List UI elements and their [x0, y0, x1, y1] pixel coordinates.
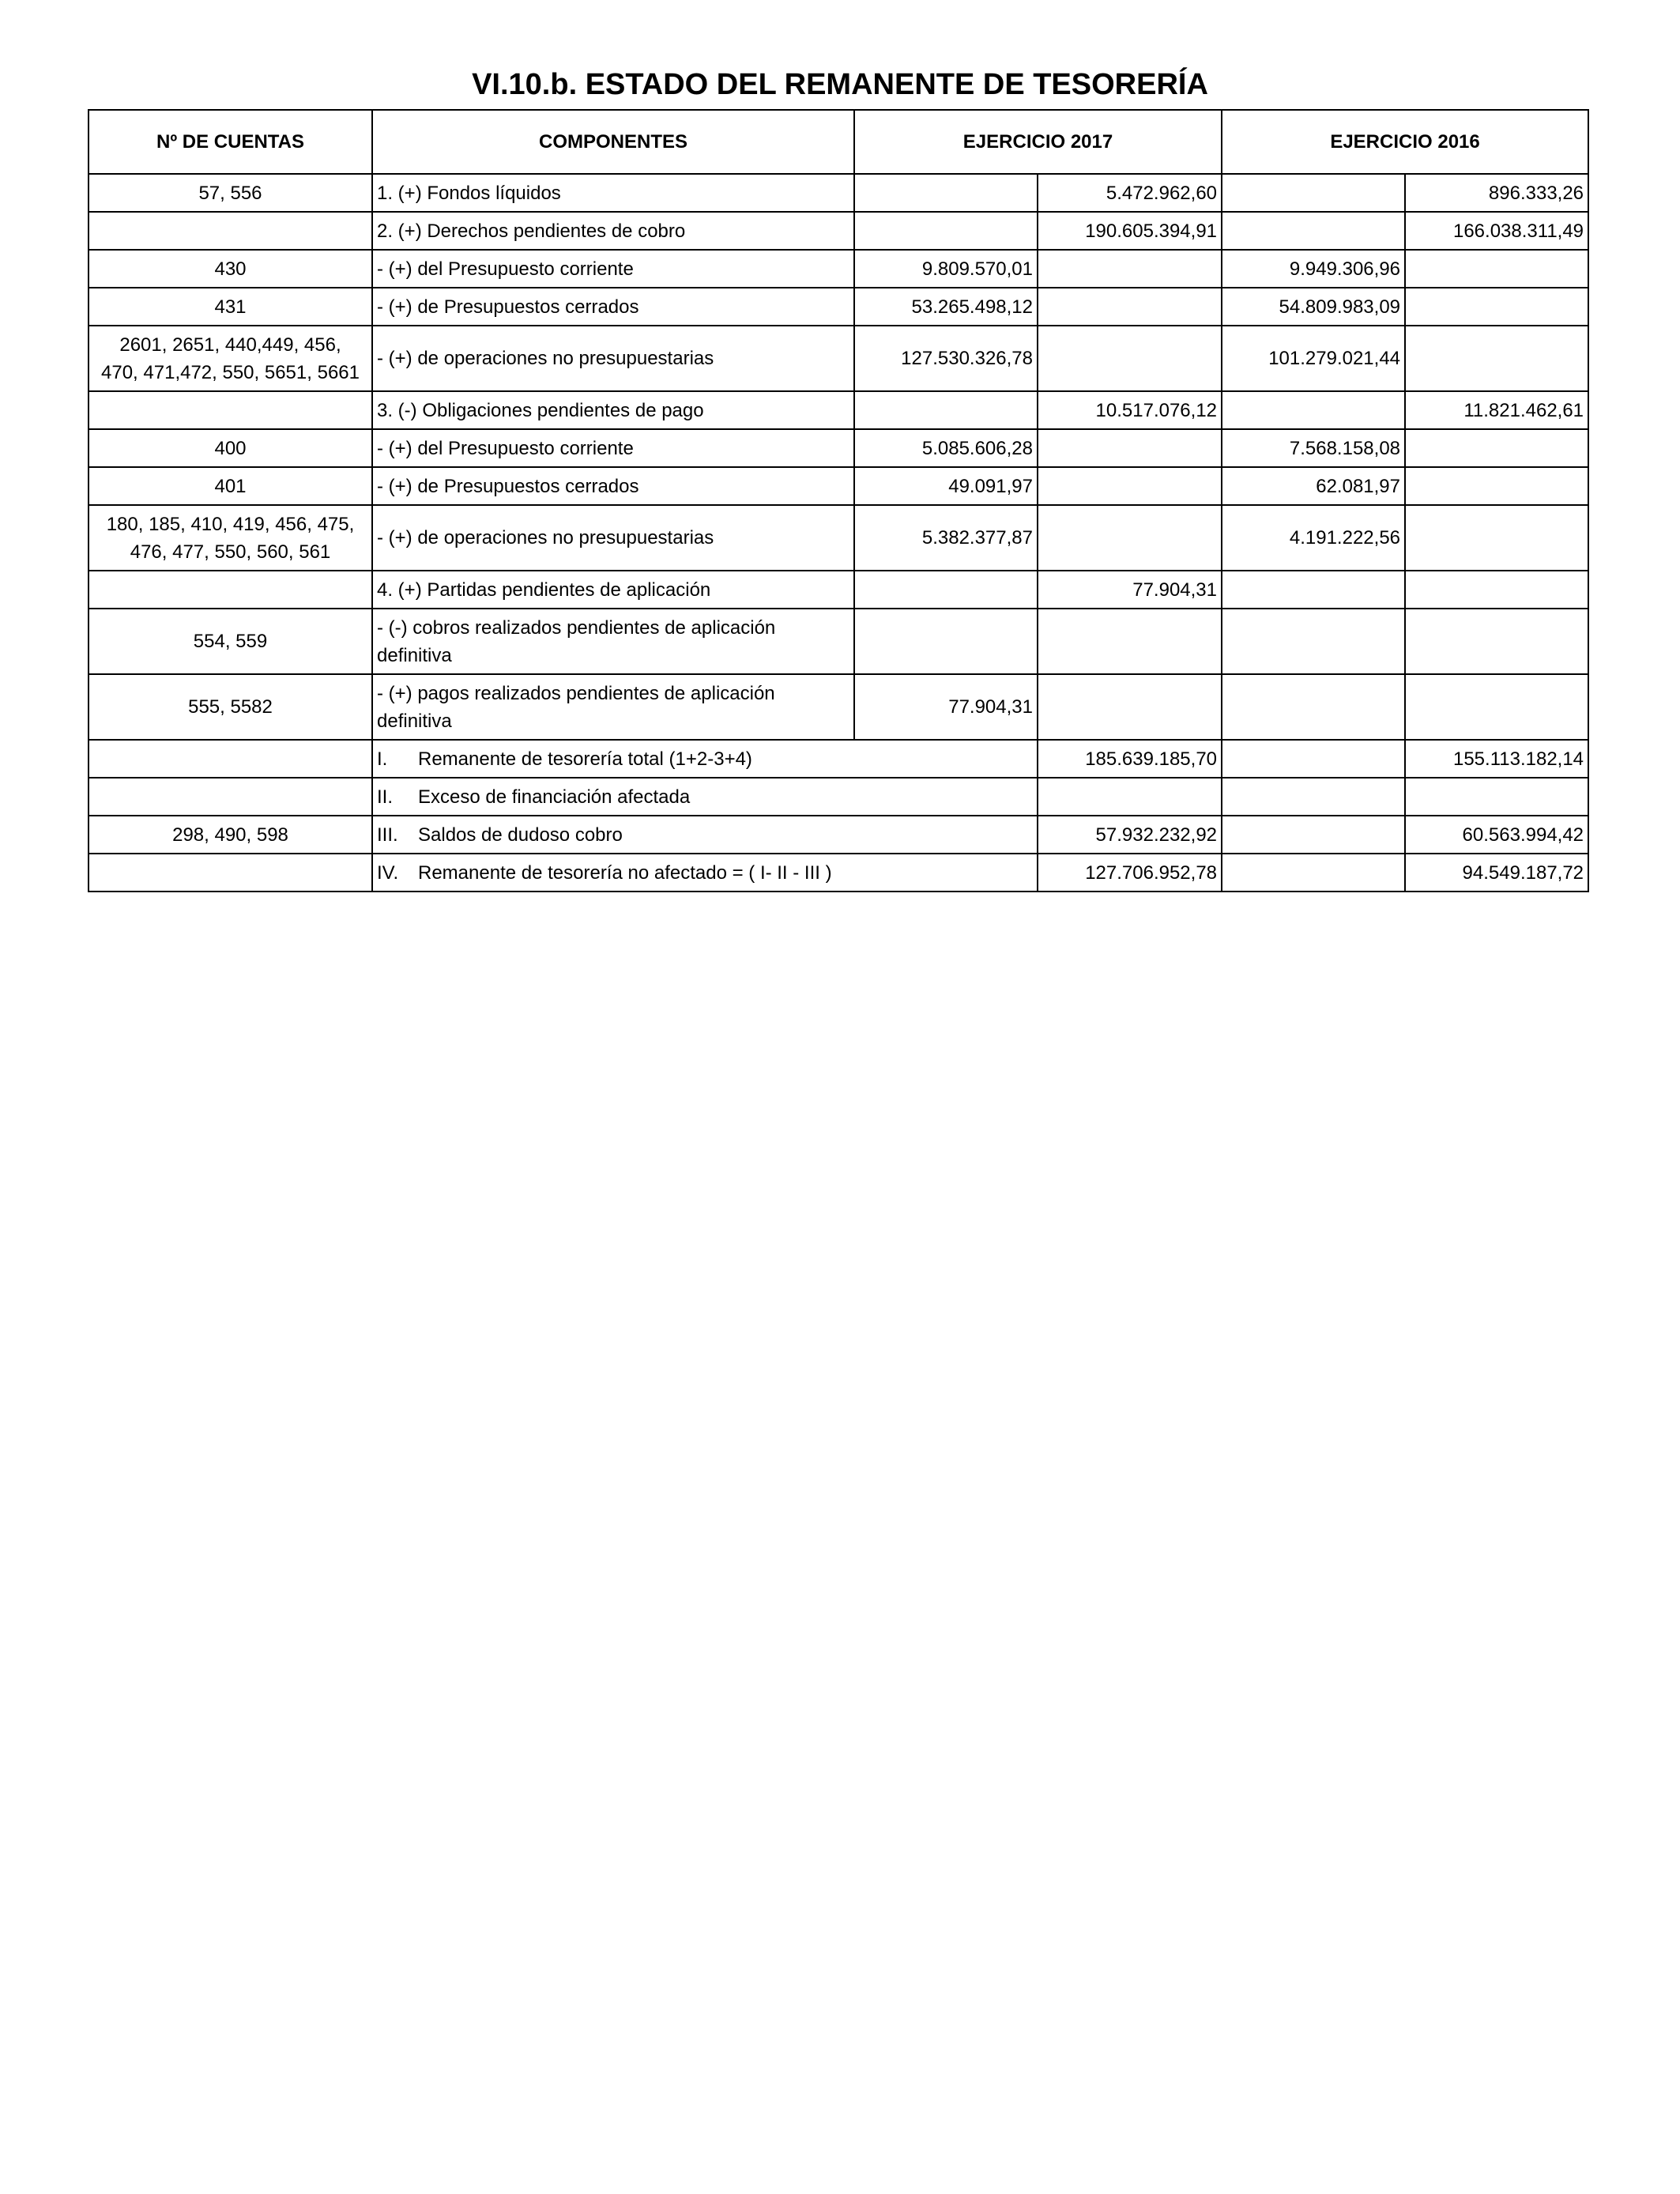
detail-2016-cell [1222, 212, 1405, 250]
detail-2016-cell: 7.568.158,08 [1222, 429, 1405, 467]
total-2017-cell: 190.605.394,91 [1038, 212, 1222, 250]
detail-2016-cell [1222, 571, 1405, 609]
component-cell: - (+) de operaciones no presupuestarias [372, 326, 854, 391]
table-row [89, 288, 1588, 326]
total-2016-cell [1405, 778, 1588, 816]
account-cell: 298, 490, 598 [89, 816, 372, 854]
detail-2017-cell [854, 174, 1038, 212]
component-line: - (-) cobros realizados pendientes de aplicación [377, 616, 776, 639]
summary-row [89, 854, 1588, 892]
account-line: 470, 471,472, 550, 5651, 5661 [101, 361, 360, 383]
total-2017-cell [1038, 288, 1222, 326]
header-year-2016: EJERCICIO 2016 [1222, 110, 1588, 174]
account-cell [89, 571, 372, 609]
account-cell [89, 740, 372, 778]
total-2016-cell: 94.549.187,72 [1405, 854, 1588, 892]
total-2016-cell [1405, 505, 1588, 571]
table-row [89, 391, 1588, 429]
detail-2017-cell [854, 571, 1038, 609]
table-row [89, 571, 1588, 609]
detail-2016-cell [1222, 816, 1405, 854]
account-cell [89, 212, 372, 250]
component-cell: 2. (+) Derechos pendientes de cobro [372, 212, 854, 250]
total-2016-cell: 166.038.311,49 [1405, 212, 1588, 250]
detail-2017-cell: 127.530.326,78 [854, 326, 1038, 391]
summary-row [89, 740, 1588, 778]
summary-label: Exceso de financiación afectada [418, 786, 691, 808]
summary-label-cell [372, 854, 1038, 892]
component-cell: 4. (+) Partidas pendientes de aplicación [372, 571, 854, 609]
table-row [89, 674, 1588, 740]
detail-2016-cell [1222, 778, 1405, 816]
component-cell: - (+) del Presupuesto corriente [372, 250, 854, 288]
summary-label: Remanente de tesorería no afectado = ( I- II - III ) [418, 861, 832, 884]
total-2017-cell [1038, 609, 1222, 674]
total-2017-cell: 185.639.185,70 [1038, 740, 1222, 778]
detail-2017-cell [854, 212, 1038, 250]
component-cell: - (+) de operaciones no presupuestarias [372, 505, 854, 571]
account-cell: 400 [89, 429, 372, 467]
header-accounts: Nº DE CUENTAS [89, 110, 372, 174]
total-2016-cell [1405, 467, 1588, 505]
total-2017-cell: 5.472.962,60 [1038, 174, 1222, 212]
summary-label: Saldos de dudoso cobro [418, 824, 623, 846]
summary-numeral: IV. [377, 861, 399, 884]
account-cell [89, 391, 372, 429]
account-cell: 57, 556 [89, 174, 372, 212]
total-2017-cell: 10.517.076,12 [1038, 391, 1222, 429]
total-2016-cell [1405, 609, 1588, 674]
component-line: - (+) pagos realizados pendientes de aplicación [377, 682, 775, 704]
account-cell [89, 326, 372, 391]
summary-row [89, 816, 1588, 854]
detail-2017-cell: 9.809.570,01 [854, 250, 1038, 288]
summary-label-cell [372, 778, 1038, 816]
detail-2017-cell: 77.904,31 [854, 674, 1038, 740]
component-line: definitiva [377, 710, 452, 732]
total-2016-cell: 896.333,26 [1405, 174, 1588, 212]
total-2016-cell: 60.563.994,42 [1405, 816, 1588, 854]
total-2017-cell [1038, 778, 1222, 816]
component-cell: 1. (+) Fondos líquidos [372, 174, 854, 212]
treasury-remainder-table [88, 109, 1589, 892]
component-cell: - (+) del Presupuesto corriente [372, 429, 854, 467]
component-cell: 3. (-) Obligaciones pendientes de pago [372, 391, 854, 429]
summary-label-cell [372, 740, 1038, 778]
detail-2017-cell [854, 391, 1038, 429]
account-cell [89, 854, 372, 892]
total-2016-cell [1405, 674, 1588, 740]
component-cell [372, 674, 854, 740]
table-row [89, 212, 1588, 250]
detail-2016-cell [1222, 609, 1405, 674]
table-row [89, 326, 1588, 391]
account-cell: 401 [89, 467, 372, 505]
summary-numeral: I. [377, 748, 388, 770]
detail-2017-cell: 5.085.606,28 [854, 429, 1038, 467]
total-2016-cell [1405, 429, 1588, 467]
detail-2016-cell [1222, 674, 1405, 740]
summary-label-cell [372, 816, 1038, 854]
table-row [89, 505, 1588, 571]
total-2016-cell: 11.821.462,61 [1405, 391, 1588, 429]
account-cell: 430 [89, 250, 372, 288]
total-2016-cell [1405, 288, 1588, 326]
table-row [89, 174, 1588, 212]
detail-2016-cell: 62.081,97 [1222, 467, 1405, 505]
detail-2017-cell [854, 609, 1038, 674]
total-2016-cell [1405, 571, 1588, 609]
total-2017-cell [1038, 429, 1222, 467]
header-year-2017: EJERCICIO 2017 [854, 110, 1222, 174]
detail-2017-cell: 5.382.377,87 [854, 505, 1038, 571]
total-2017-cell [1038, 674, 1222, 740]
header-components: COMPONENTES [372, 110, 854, 174]
table-row [89, 467, 1588, 505]
account-cell: 554, 559 [89, 609, 372, 674]
detail-2017-cell: 53.265.498,12 [854, 288, 1038, 326]
detail-2016-cell: 4.191.222,56 [1222, 505, 1405, 571]
detail-2017-cell: 49.091,97 [854, 467, 1038, 505]
summary-row [89, 778, 1588, 816]
detail-2016-cell [1222, 174, 1405, 212]
total-2017-cell: 127.706.952,78 [1038, 854, 1222, 892]
account-cell [89, 505, 372, 571]
detail-2016-cell: 9.949.306,96 [1222, 250, 1405, 288]
component-cell: - (+) de Presupuestos cerrados [372, 467, 854, 505]
summary-label: Remanente de tesorería total (1+2-3+4) [418, 748, 752, 770]
detail-2016-cell [1222, 740, 1405, 778]
account-cell: 431 [89, 288, 372, 326]
total-2017-cell [1038, 467, 1222, 505]
account-line: 2601, 2651, 440,449, 456, [119, 334, 341, 356]
account-line: 180, 185, 410, 419, 456, 475, [106, 513, 355, 535]
component-cell: - (+) de Presupuestos cerrados [372, 288, 854, 326]
total-2017-cell [1038, 326, 1222, 391]
component-cell [372, 609, 854, 674]
total-2016-cell [1405, 250, 1588, 288]
total-2017-cell: 57.932.232,92 [1038, 816, 1222, 854]
page-title: VI.10.b. ESTADO DEL REMANENTE DE TESORERÍA [472, 68, 1208, 101]
component-line: definitiva [377, 644, 452, 666]
account-cell [89, 778, 372, 816]
summary-numeral: II. [377, 786, 394, 808]
total-2017-cell [1038, 505, 1222, 571]
account-cell: 555, 5582 [89, 674, 372, 740]
detail-2016-cell [1222, 854, 1405, 892]
detail-2016-cell: 54.809.983,09 [1222, 288, 1405, 326]
detail-2016-cell [1222, 391, 1405, 429]
table-header-row [89, 110, 1588, 174]
summary-numeral: III. [377, 824, 398, 846]
detail-2016-cell: 101.279.021,44 [1222, 326, 1405, 391]
account-line: 476, 477, 550, 560, 561 [130, 541, 331, 563]
table-row [89, 250, 1588, 288]
total-2017-cell: 77.904,31 [1038, 571, 1222, 609]
table-row [89, 429, 1588, 467]
table-row [89, 609, 1588, 674]
total-2016-cell [1405, 326, 1588, 391]
total-2017-cell [1038, 250, 1222, 288]
total-2016-cell: 155.113.182,14 [1405, 740, 1588, 778]
